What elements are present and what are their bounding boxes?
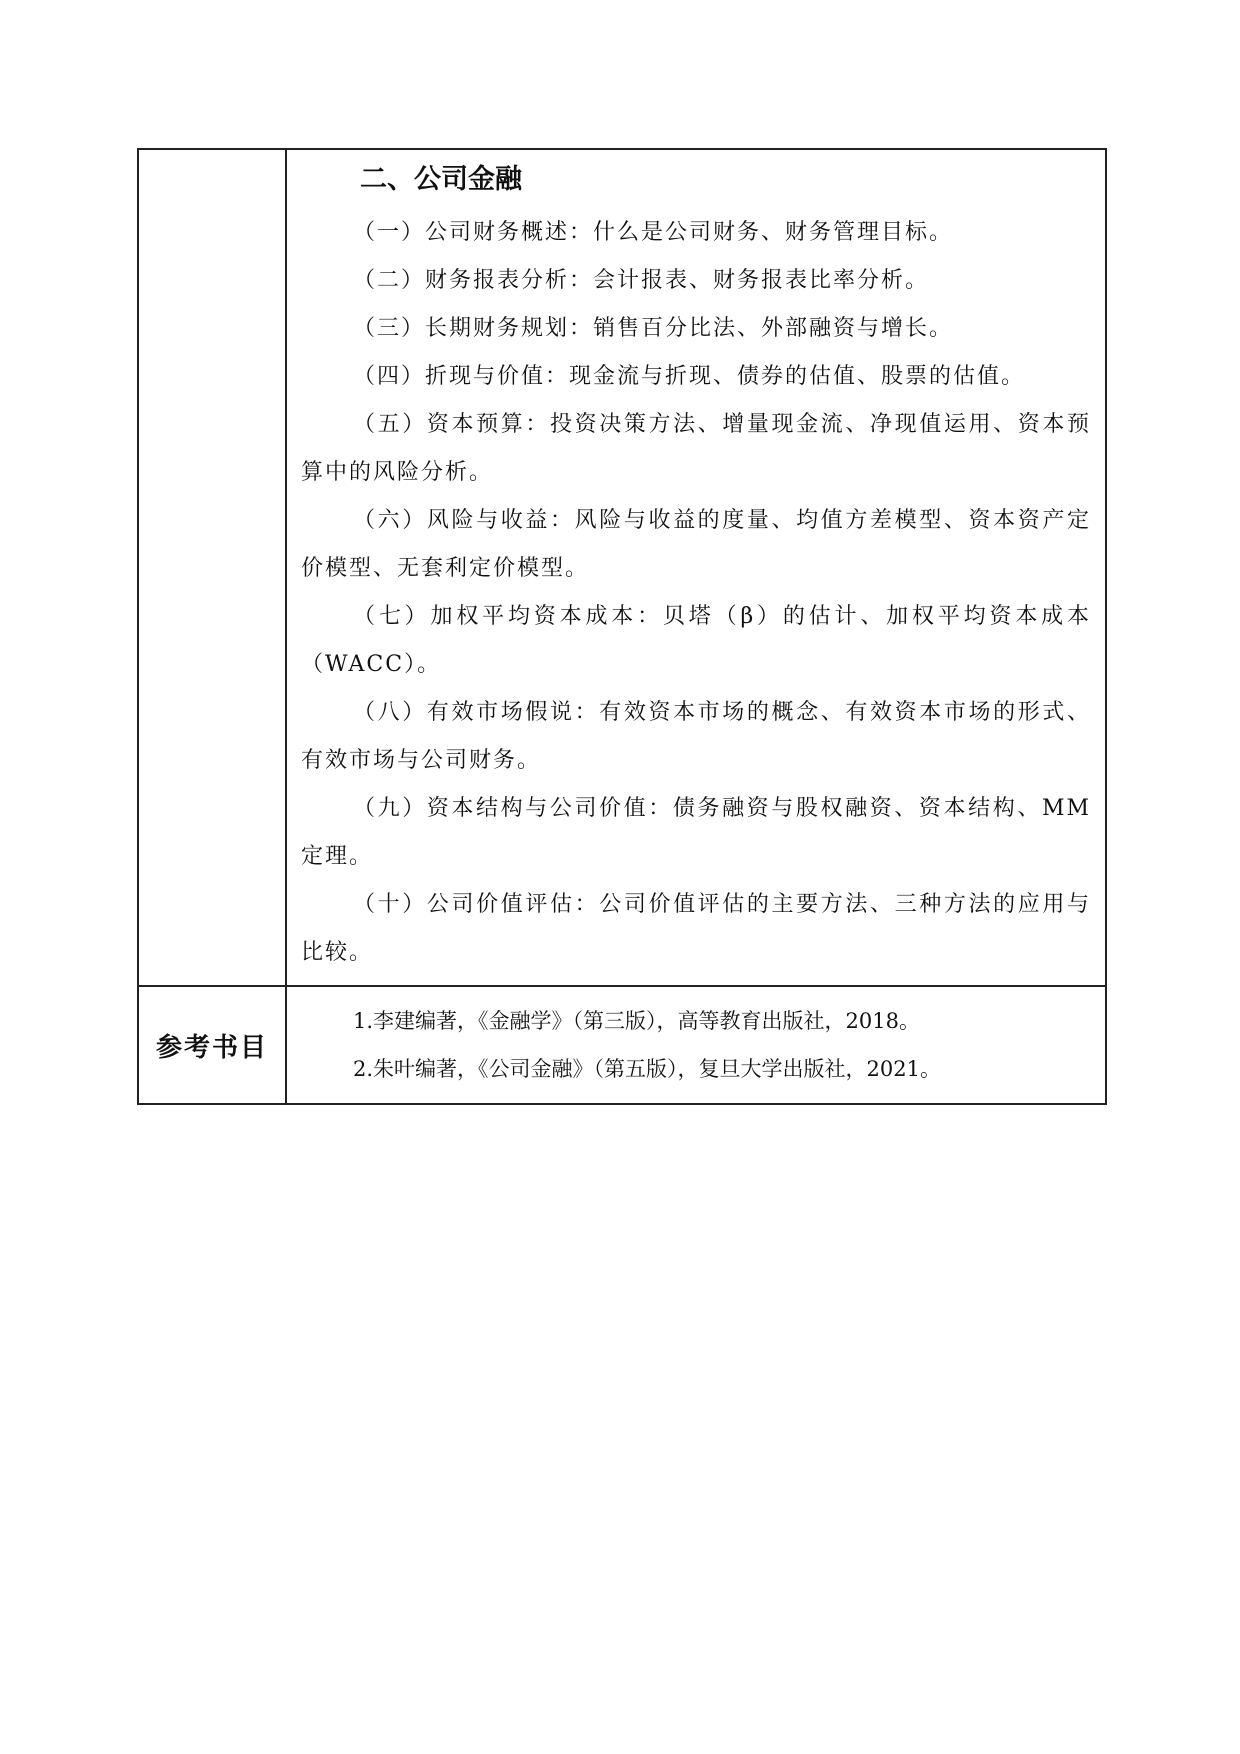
content-item-2: （二）财务报表分析：会计报表、财务报表比率分析。 <box>353 268 930 293</box>
content-item-6: （六）风险与收益：风险与收益的度量、均值方差模型、资本资产定价模型、无套利定价模型。 <box>301 508 1091 581</box>
empty-label-cell <box>138 149 286 986</box>
content-row <box>138 149 1106 986</box>
reference-item-1: 1.李建编著，《金融学》（第三版），高等教育出版社，2018。 <box>353 1009 920 1033</box>
content-item-4: （四）折现与价值：现金流与折现、债券的估值、股票的估值。 <box>353 364 1026 389</box>
references-label: 参考书目 <box>138 986 286 1104</box>
content-item-8: （八）有效市场假说：有效资本市场的概念、有效资本市场的形式、有效市场与公司财务。 <box>301 700 1091 773</box>
section-heading: 二、公司金融 <box>360 164 522 195</box>
references-cell <box>286 986 1106 1104</box>
references-row <box>138 986 1106 1104</box>
content-item-7: （七）加权平均资本成本：贝塔（β）的估计、加权平均资本成本（WACC）。 <box>301 604 1091 677</box>
content-item-10: （十）公司价值评估：公司价值评估的主要方法、三种方法的应用与比较。 <box>301 892 1091 965</box>
content-item-3: （三）长期财务规划：销售百分比法、外部融资与增长。 <box>353 316 954 341</box>
reference-item-2: 2.朱叶编著，《公司金融》（第五版），复旦大学出版社，2021。 <box>353 1057 941 1081</box>
content-item-9: （九）资本结构与公司价值：债务融资与股权融资、资本结构、MM定理。 <box>301 796 1091 869</box>
content-cell <box>286 149 1106 986</box>
content-item-1: （一）公司财务概述：什么是公司财务、财务管理目标。 <box>353 220 954 245</box>
syllabus-table <box>137 148 1107 1105</box>
content-item-5: （五）资本预算：投资决策方法、增量现金流、净现值运用、资本预算中的风险分析。 <box>301 412 1091 485</box>
